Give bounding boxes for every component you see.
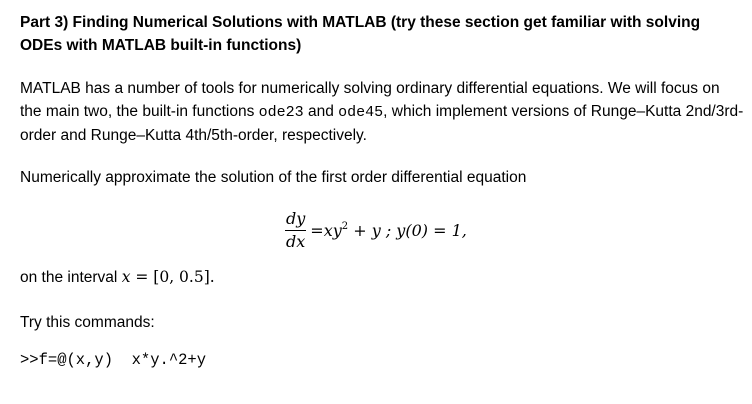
ode-equation	[285, 206, 467, 254]
intro-text-3: , which implement versions of Runge–Kutta 2nd/3rd-order and Runge–Kutta 4th/5th-order, respectively.	[20, 103, 744, 144]
fraction-numerator: dy	[285, 210, 306, 231]
rhs-exponent: 2	[341, 220, 349, 232]
fraction-denominator: dx	[286, 231, 306, 251]
interval-variable: x	[121, 268, 131, 286]
intro-paragraph	[20, 77, 745, 147]
intro-text-2: and	[303, 103, 339, 120]
interval-text	[20, 266, 215, 289]
task-text: Numerically approximate the solution of the first order differential equation	[20, 169, 527, 186]
derivative-fraction	[285, 210, 306, 251]
commands-label: Try this commands:	[20, 314, 155, 331]
rhs-term-2: + y ; y(0) = 1,	[348, 220, 467, 240]
interval-prefix: on the interval	[20, 269, 122, 286]
equation-equals: =	[310, 220, 324, 240]
interval-value: = [0, 0.5].	[130, 268, 215, 286]
equation-rhs	[324, 221, 467, 240]
section-heading: Part 3) Finding Numerical Solutions with MATLAB (try these section get familiar with solving ODEs with MATLAB built-in functions)	[20, 14, 701, 54]
func-ode45: ode45	[338, 104, 384, 121]
matlab-command-code: >>f=@(x,y) x*y.^2+y	[20, 351, 207, 369]
func-ode23: ode23	[258, 104, 304, 121]
intro-text-1: MATLAB has a number of tools for numerically solving ordinary differential equations. We will focus on the main two, the built-in functions	[20, 80, 720, 120]
rhs-term-1: xy	[323, 220, 342, 240]
